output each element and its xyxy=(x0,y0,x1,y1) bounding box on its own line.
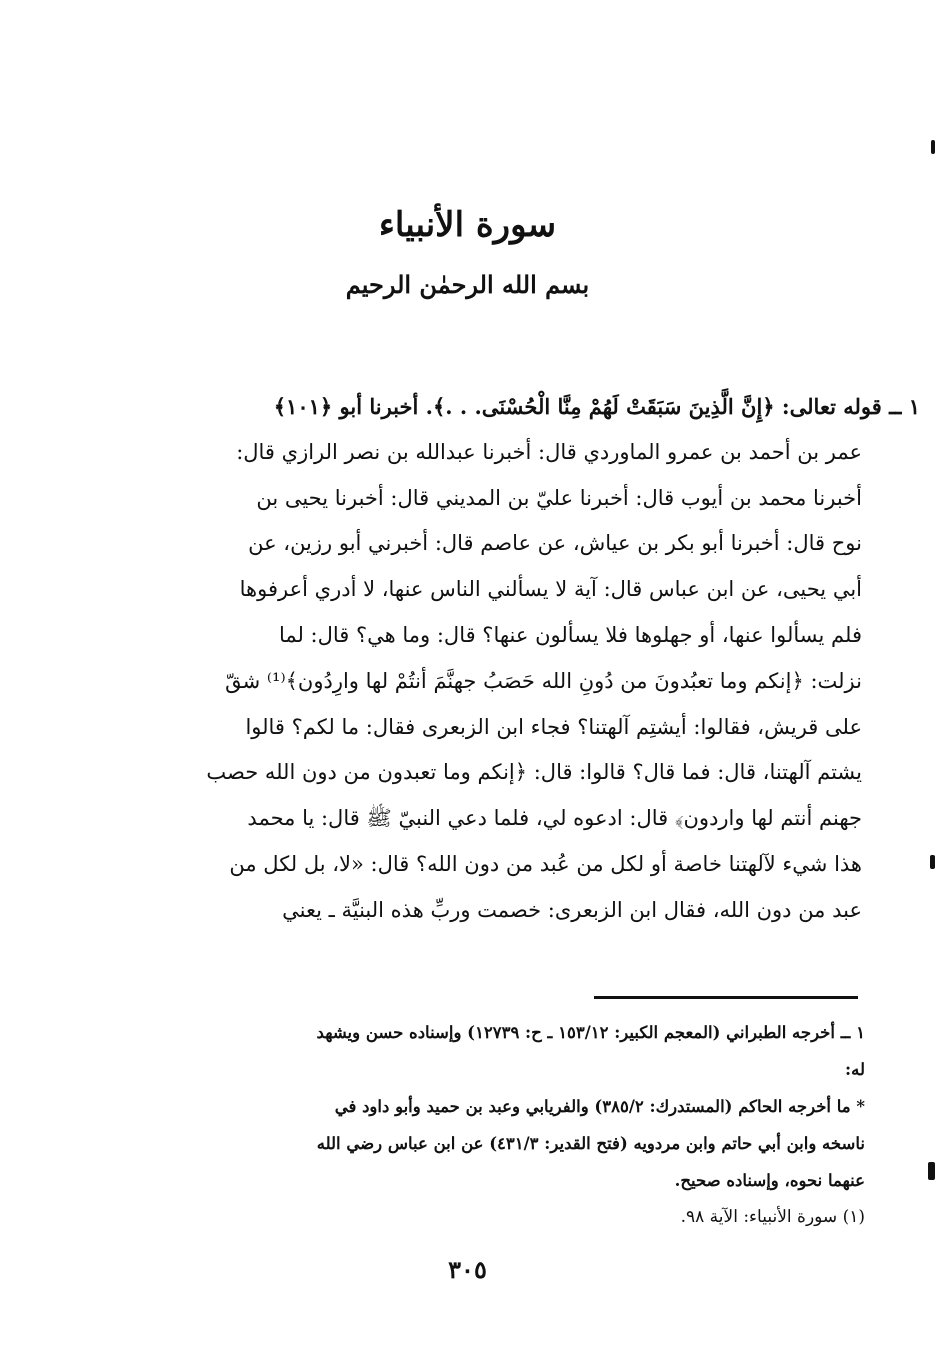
text-line-9: يشتم آلهتنا، قال: فما قال؟ قالوا: قال: ﴿إنكم وما تعبدون من دون الله حصب xyxy=(206,760,862,785)
footnote-divider xyxy=(594,996,858,999)
footnote-2-line-3: عنهما نحوه، وإسناده صحيح. xyxy=(674,1171,865,1190)
text-line-5: أبي يحيى، عن ابن عباس قال: آية لا يسألني الناس عنها، لا أدري أعرفوها xyxy=(239,577,862,602)
surah-title: سورة الأنبياء xyxy=(378,205,557,245)
footnote-1-line-2: له: xyxy=(845,1060,865,1079)
text-line-2: عمر بن أحمد بن عمرو الماوردي قال: أخبرنا عبدالله بن نصر الرازي قال: xyxy=(236,439,862,464)
scan-edge-mark xyxy=(931,140,935,154)
text-line-11: هذا شيء لآلهتنا خاصة أو لكل من عُبد من دون الله؟ قال: «لا، بل لكل من xyxy=(229,851,862,876)
footnote-2-line-1: * ما أخرجه الحاكم (المستدرك: ٣٨٥/٢) والفريابي وعبد بن حميد وأبو داود في xyxy=(334,1097,865,1116)
text-line-6: فلم يسألوا عنها، أو جهلوها فلا يسألون عنها؟ قال: وما هي؟ قال: لما xyxy=(278,622,862,647)
basmala: بسم الله الرحمٰن الرحيم xyxy=(345,270,590,299)
footnote-1-line-1: ١ ــ أخرجه الطبراني (المعجم الكبير: ١٥٣/١٢ ـ ح: ١٢٧٣٩) وإسناده حسن ويشهد xyxy=(316,1023,865,1042)
text-line-12: عبد من دون الله، فقال ابن الزبعرى: خصمت وربِّ هذه البنيَّة ـ يعني xyxy=(282,897,862,922)
text-line-4: نوح قال: أخبرنا أبو بكر بن عياش، عن عاصم قال: أخبرني أبو رزين، عن xyxy=(248,531,862,556)
footnote-reference-1: (١) سورة الأنبياء: الآية ٩٨. xyxy=(680,1207,865,1227)
main-text xyxy=(160,384,920,934)
page-number: ٣٠٥ xyxy=(448,1255,487,1284)
footnotes xyxy=(165,1014,865,1236)
text-line-10: جهنم أنتم لها واردون﴾ قال: ادعوه لي، فلما دعي النبيّ ﷺ قال: يا محمد xyxy=(247,806,862,831)
text-line-7: نزلت: ﴿إنكم وما تعبُدونَ من دُونِ الله حَصَبُ جهنَّمَ أنتُمْ لها وارِدُون﴾⁽¹⁾ شقّ xyxy=(225,668,862,693)
text-line-1: ١ ــ قوله تعالى: ﴿إِنَّ الَّذِينَ سَبَقَتْ لَهُمْ مِنَّا الْحُسْنَى. . .﴾. أخبرنا أبو ﴿١٠١﴾ xyxy=(273,394,920,419)
footnote-2-line-2: ناسخه وابن أبي حاتم وابن مردويه (فتح القدير: ٤٣١/٣) عن ابن عباس رضي الله xyxy=(316,1134,865,1153)
scan-edge-mark xyxy=(930,855,935,869)
text-line-8: على قريش، فقالوا: أيشتِم آلهتنا؟ فجاء ابن الزبعرى فقال: ما لكم؟ قالوا xyxy=(245,714,862,739)
scan-edge-mark xyxy=(928,1162,935,1180)
text-line-3: أخبرنا محمد بن أيوب قال: أخبرنا عليّ بن المديني قال: أخبرنا يحيى بن xyxy=(256,485,862,510)
